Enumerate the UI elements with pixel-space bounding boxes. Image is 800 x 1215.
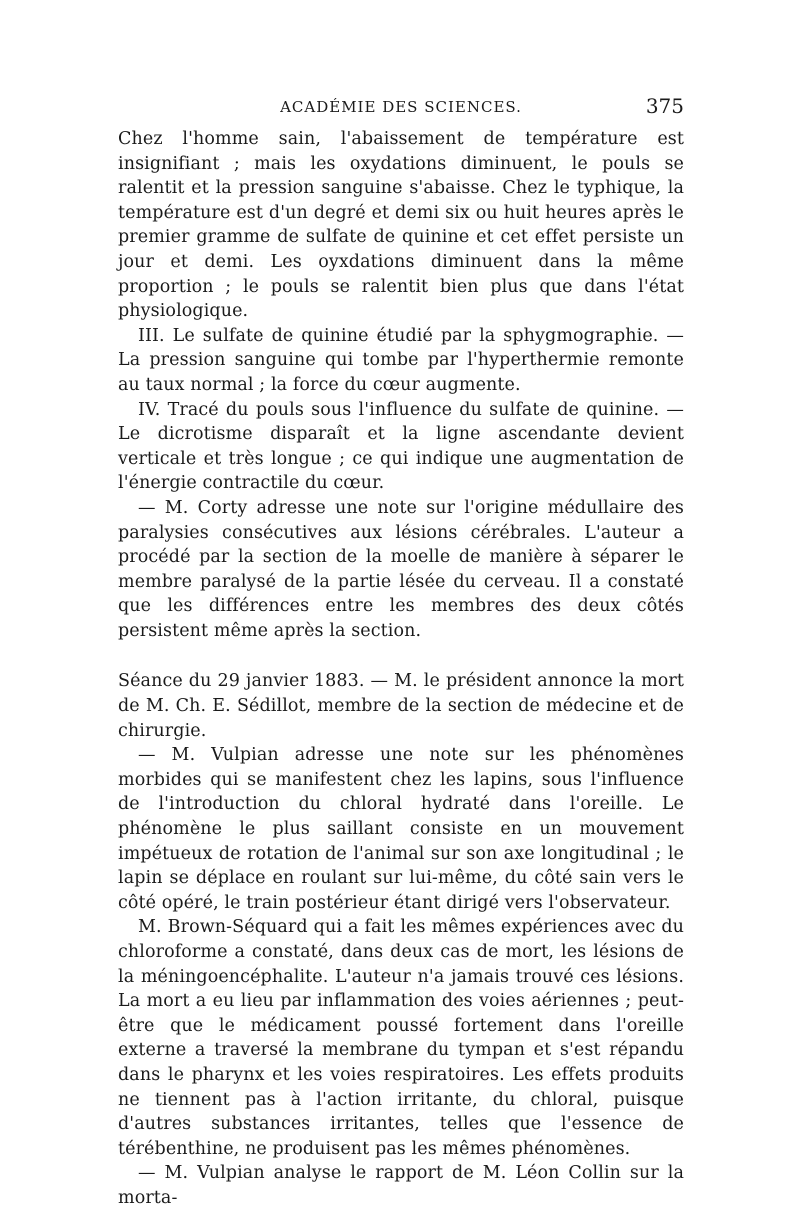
paragraph-quinine-effects: Chez l'homme sain, l'abaissement de température est insignifiant ; mais les oxydations diminuent, le pouls se ralentit et la pression sanguine s'abaisse. Chez le typhique, la température est d'un degré et demi six ou huit heures après le premier gramme de sulfate de quinine et cet effet persiste un jour et demi. Les oyxdations diminuent dans la même proportion ; le pouls se ralentit bien plus que dans l'état physiologique. [118, 129, 684, 322]
page-body [118, 127, 684, 1211]
paragraph-corty-note: — M. Corty adresse une note sur l'origine médullaire des paralysies consécutives aux lésions cérébrales. L'auteur a procédé par la section de la moelle de manière à séparer le membre paralysé de la partie lésée du cerveau. Il a constaté que les différences entre les membres des deux côtés persistent même après la section. [118, 497, 684, 641]
paragraph-seance-29-janvier: Séance du 29 janvier 1883. — M. le président annonce la mort de M. Ch. E. Sédillot, membre de la section de médecine et de chirurgie. [118, 671, 684, 741]
running-head: ACADÉMIE DES SCIENCES. [280, 98, 522, 116]
paragraph-pulse-trace: IV. Tracé du pouls sous l'influence du sulfate de quinine. — Le dicrotisme disparaît et la ligne ascendante devient verticale et très longue ; ce qui indique une augmentation de l'énergie contractile du cœur. [118, 399, 684, 494]
page-number: 375 [645, 94, 684, 118]
paragraph-vulpian-rapport: — M. Vulpian analyse le rapport de M. Léon Collin sur la morta- [118, 1163, 684, 1208]
paragraph-vulpian-note: — M. Vulpian adresse une note sur les phénomènes morbides qui se manifestent chez les lapins, sous l'influence de l'introduction du chloral hydraté dans l'oreille. Le phénomène le plus saillant consiste en un mouvement impétueux de rotation de l'animal sur son axe longitudinal ; le lapin se déplace en roulant sur lui-même, du côté sain vers le côté opéré, le train postérieur étant dirigé vers l'observateur. [118, 745, 684, 913]
paragraph-sphygmography: III. Le sulfate de quinine étudié par la sphygmographie. — La pression sanguine qui tombe par l'hyperthermie remonte au taux normal ; la force du cœur augmente. [118, 325, 684, 395]
page-header [118, 96, 684, 122]
paragraph-brown-sequard: M. Brown-Séquard qui a fait les mêmes expériences avec du chloroforme a constaté, dans deux cas de mort, les lésions de la méningoencéphalite. L'auteur n'a jamais trouvé ces lésions. La mort a eu lieu par inflammation des voies aériennes ; peut-être que le médicament poussé fortement dans l'oreille externe a traversé la membrane du tympan et s'est répandu dans le pharynx et les voies respiratoires. Les effets produits ne tiennent pas à l'action irritante, du chloral, puisque d'autres substances irritantes, telles que l'essence de térébenthine, ne produisent pas les mêmes phénomènes. [118, 917, 684, 1159]
